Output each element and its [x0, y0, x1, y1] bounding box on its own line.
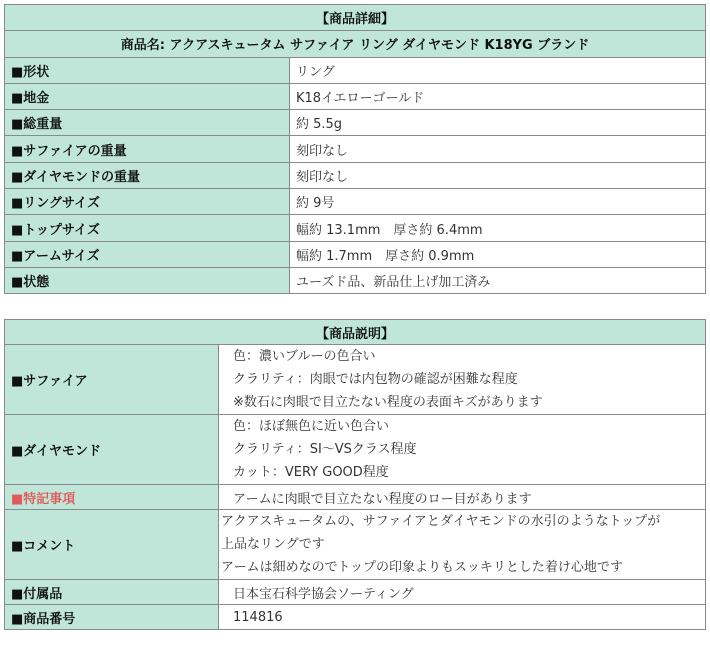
detail-label: ■形状	[5, 57, 290, 83]
comment-text	[219, 510, 706, 580]
detail-value: リング	[290, 57, 706, 83]
item-number-label: ■商品番号	[5, 605, 219, 630]
sapphire-label: ■サファイア	[5, 345, 219, 415]
product-details-table	[4, 4, 706, 294]
description-row-diamond	[5, 415, 706, 485]
detail-value: 幅約 1.7mm 厚さ約 0.9mm	[290, 241, 706, 267]
special-notes-label: ■特記事項	[5, 485, 219, 510]
comment-line: 上品なリングです	[221, 537, 325, 552]
detail-label: ■トップサイズ	[5, 215, 290, 241]
detail-row	[5, 162, 706, 188]
detail-value: 約 5.5g	[290, 110, 706, 136]
description-row-special	[5, 485, 706, 510]
detail-value: K18イエローゴールド	[290, 83, 706, 109]
detail-value: 幅約 13.1mm 厚さ約 6.4mm	[290, 215, 706, 241]
detail-label: ■リングサイズ	[5, 189, 290, 215]
diamond-cut: カット：VERY GOOD程度	[233, 465, 389, 480]
detail-row	[5, 241, 706, 267]
diamond-details	[219, 415, 706, 485]
detail-row	[5, 110, 706, 136]
detail-row	[5, 189, 706, 215]
detail-value: 刻印なし	[290, 136, 706, 162]
diamond-label: ■ダイヤモンド	[5, 415, 219, 485]
sapphire-color: 色：濃いブルーの色合い	[233, 349, 376, 364]
accessories-value: 日本宝石科学協会ソーティング	[219, 580, 706, 605]
details-heading: 【商品詳細】	[5, 5, 706, 31]
detail-row	[5, 267, 706, 293]
product-description-table	[4, 319, 706, 630]
comment-label: ■コメント	[5, 510, 219, 580]
description-heading: 【商品説明】	[5, 320, 706, 345]
detail-value: 刻印なし	[290, 162, 706, 188]
comment-line: アームは細めなのでトップの印象よりもスッキリとした着け心地です	[221, 560, 623, 575]
detail-value: 約 9号	[290, 189, 706, 215]
description-row-item-number	[5, 605, 706, 630]
diamond-color: 色：ほぼ無色に近い色合い	[233, 419, 390, 434]
detail-row	[5, 215, 706, 241]
item-number-value: 114816	[219, 605, 706, 630]
detail-label: ■サファイアの重量	[5, 136, 290, 162]
detail-label: ■ダイヤモンドの重量	[5, 162, 290, 188]
detail-label: ■総重量	[5, 110, 290, 136]
detail-row	[5, 57, 706, 83]
detail-label: ■アームサイズ	[5, 241, 290, 267]
sapphire-details	[219, 345, 706, 415]
product-name: 商品名: アクアスキュータム サファイア リング ダイヤモンド K18YG ブランド	[5, 31, 706, 57]
special-notes-value: アームに肉眼で目立たない程度のロー目があります	[219, 485, 706, 510]
sapphire-note: ※数石に肉眼で目立たない程度の表面キズがあります	[233, 395, 543, 410]
description-row-accessories	[5, 580, 706, 605]
comment-line: アクアスキュータムの、サファイアとダイヤモンドの水引のようなトップが	[221, 514, 661, 529]
detail-row	[5, 136, 706, 162]
diamond-clarity: クラリティ：SI～VSクラス程度	[233, 442, 417, 457]
detail-row	[5, 83, 706, 109]
description-row-comment	[5, 510, 706, 580]
accessories-label: ■付属品	[5, 580, 219, 605]
sapphire-clarity: クラリティ：肉眼では内包物の確認が困難な程度	[233, 372, 518, 387]
detail-value: ユーズド品、新品仕上げ加工済み	[290, 267, 706, 293]
detail-label: ■地金	[5, 83, 290, 109]
description-row-sapphire	[5, 345, 706, 415]
detail-label: ■状態	[5, 267, 290, 293]
